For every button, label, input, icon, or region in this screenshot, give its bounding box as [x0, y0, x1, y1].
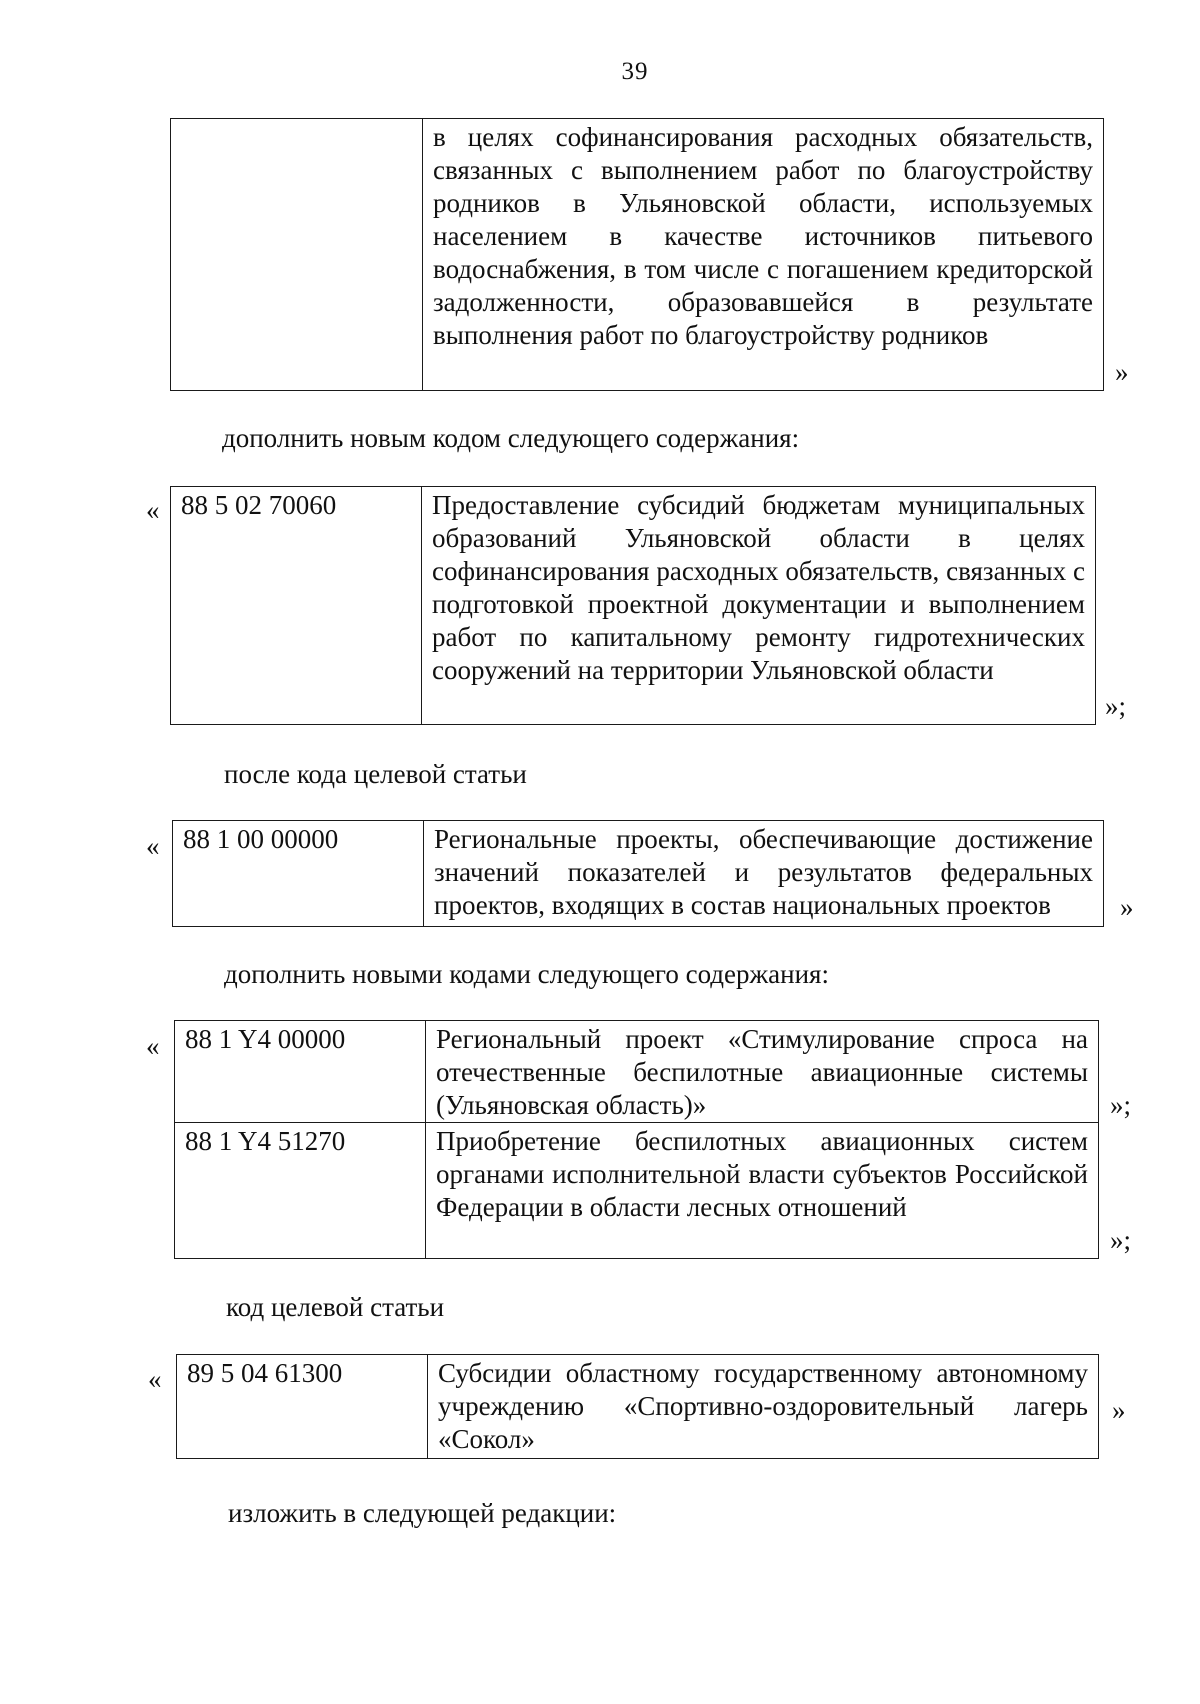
instruction-add-code: дополнить новым кодом следующего содержания: [222, 423, 800, 453]
table-code-89504 [176, 1354, 1099, 1459]
description-cell: Субсидии областному государственному автономному учреждению «Спортивно-оздоровительный лагерь «Сокол» [428, 1355, 1099, 1459]
code-cell: 88 5 02 70060 [171, 487, 422, 725]
closing-quote: » [1115, 357, 1129, 387]
table-row [173, 821, 1104, 927]
opening-quote: « [146, 495, 160, 525]
instruction-add-codes: дополнить новыми кодами следующего содержания: [224, 959, 829, 989]
code-cell: 88 1 Y4 51270 [175, 1123, 426, 1259]
instruction-code-article: код целевой статьи [226, 1292, 445, 1322]
description-cell: Региональные проекты, обеспечивающие достижение значений показателей и результатов федеральных проектов, входящих в состав национальных проектов [424, 821, 1104, 927]
table-row [175, 1123, 1099, 1259]
instruction-set-forth: изложить в следующей редакции: [228, 1498, 617, 1528]
code-cell: 88 1 00 00000 [173, 821, 424, 927]
closing-quote: »; [1110, 1225, 1132, 1255]
table-new-codes-881Y4 [174, 1020, 1099, 1259]
table-row [171, 487, 1096, 725]
opening-quote: « [146, 831, 160, 861]
code-cell-empty [171, 119, 423, 391]
table-row [177, 1355, 1099, 1459]
description-cell: Региональный проект «Стимулирование спроса на отечественные беспилотные авиационные системы (Ульяновская область)» [426, 1021, 1099, 1123]
description-cell: Предоставление субсидий бюджетам муниципальных образований Ульяновской области в целях софинансирования расходных обязательств, связанных с подготовкой проектной документации и выполнением работ по капитальному ремонту гидротехнических сооружений на территории Ульяновской области [422, 487, 1096, 725]
table-continuation [170, 118, 1104, 391]
closing-quote: » [1120, 892, 1134, 922]
closing-quote: »; [1110, 1090, 1132, 1120]
table-row [175, 1021, 1099, 1123]
page-number: 39 [621, 58, 649, 85]
closing-quote: » [1112, 1395, 1126, 1425]
description-cell: Приобретение беспилотных авиационных систем органами исполнительной власти субъектов Российской Федерации в области лесных отношений [426, 1123, 1099, 1259]
table-code-88100 [172, 820, 1104, 927]
table-new-code-88502 [170, 486, 1096, 725]
code-cell: 89 5 04 61300 [177, 1355, 428, 1459]
code-cell: 88 1 Y4 00000 [175, 1021, 426, 1123]
opening-quote: « [146, 1031, 160, 1061]
opening-quote: « [148, 1364, 162, 1394]
description-cell: в целях софинансирования расходных обязательств, связанных с выполнением работ по благоустройству родников в Ульяновской области, используемых населением в качестве источников питьевого водоснабжения, в том числе с погашением кредиторской задолженности, образовавшейся в результате выполнения работ по благоустройству родников [423, 119, 1104, 391]
instruction-after-code: после кода целевой статьи [224, 759, 527, 789]
closing-quote: »; [1105, 691, 1127, 721]
table-row [171, 119, 1104, 391]
